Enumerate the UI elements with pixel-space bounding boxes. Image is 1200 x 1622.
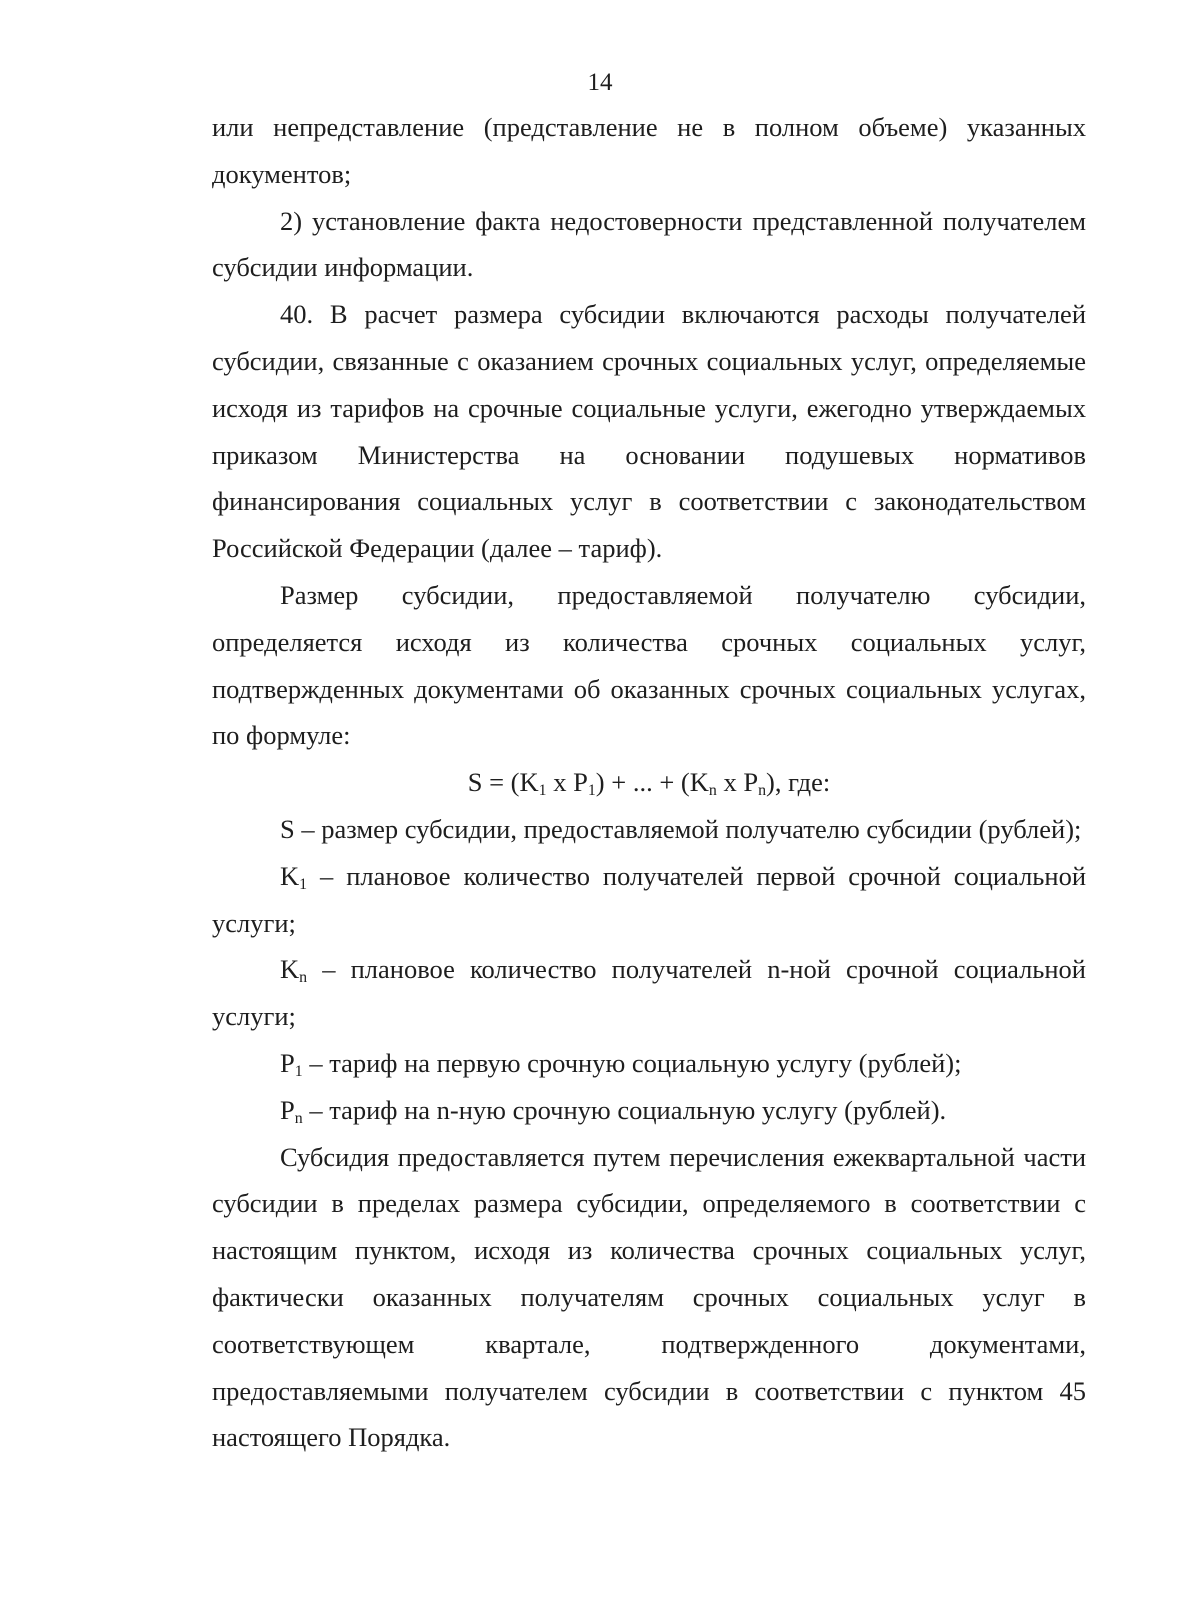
paragraph-item-2: 2) установление факта недостоверности представленной получателем субсидии информации. [212,205,1086,283]
definition-symbol: P [280,1047,295,1078]
definition-symbol: K [280,860,300,891]
page-number: 14 [587,69,613,96]
definition-subscript: n [299,969,308,987]
definition-text: – тариф на n-ную срочную социальную услугу (рублей). [302,1094,947,1125]
definition-subscript: n [294,1109,303,1127]
definition-s [212,806,1086,853]
paragraph-subsidy-size: Размер субсидии, предоставляемой получателю субсидии, определяется исходя из количества срочных социальных услуг, подтвержденных документами об оказанных срочных социальных услугах, по формуле: [212,579,1086,751]
definition-text: – размер субсидии, предоставляемой получателю субсидии (рублей); [294,813,1082,844]
definition-symbol: S [280,813,295,844]
definition-pn [212,1087,1086,1134]
paragraph-continuation: или непредставление (представление не в полном объеме) указанных документов; [212,112,1086,189]
definition-text: – тариф на первую срочную социальную услугу (рублей); [302,1047,962,1078]
formula-part: S = (K [467,767,539,798]
formula-part: x P [716,767,759,798]
paragraph-40: 40. В расчет размера субсидии включаются расходы получателей субсидии, связанные с оказанием срочных социальных услуг, определяемые исходя из тарифов на срочные социальные услуги, ежегодно утверждаемых приказом Министерства на основании подушевых нормативов финансирования социальных услуг в соответствии с законодательством Российской Федерации (далее – тариф). [212,299,1086,564]
formula-part: x P [546,767,588,798]
formula-subscript: 1 [538,782,547,800]
formula-part: ), где: [766,767,831,798]
definition-k1 [212,853,1086,947]
formula [212,759,1086,806]
definition-subscript: 1 [294,1062,303,1080]
formula-subscript: 1 [587,782,596,800]
definition-kn [212,946,1086,1040]
document-body [212,104,1086,1461]
paragraph-closing: Субсидия предоставляется путем перечисления ежеквартальной части субсидии в пределах размера субсидии, определяемого в соответствии с настоящим пунктом, исходя из количества срочных социальных услуг, фактически оказанных получателям срочных социальных услуг в соответствующем квартале, подтвержденного документами, предоставляемыми получателем субсидии в соответствии с пунктом 45 настоящего Порядка. [212,1141,1086,1453]
definition-p1 [212,1040,1086,1087]
definition-subscript: 1 [299,875,308,893]
definition-symbol: P [280,1094,295,1125]
formula-subscript: n [758,782,767,800]
formula-subscript: n [708,782,717,800]
definition-symbol: K [280,954,300,985]
definition-text: – плановое количество получателей n-ной срочной социальной услуги; [212,954,1086,1032]
definition-text: – плановое количество получателей первой срочной социальной услуги; [212,860,1086,938]
formula-part: ) + ... + (K [595,767,709,798]
